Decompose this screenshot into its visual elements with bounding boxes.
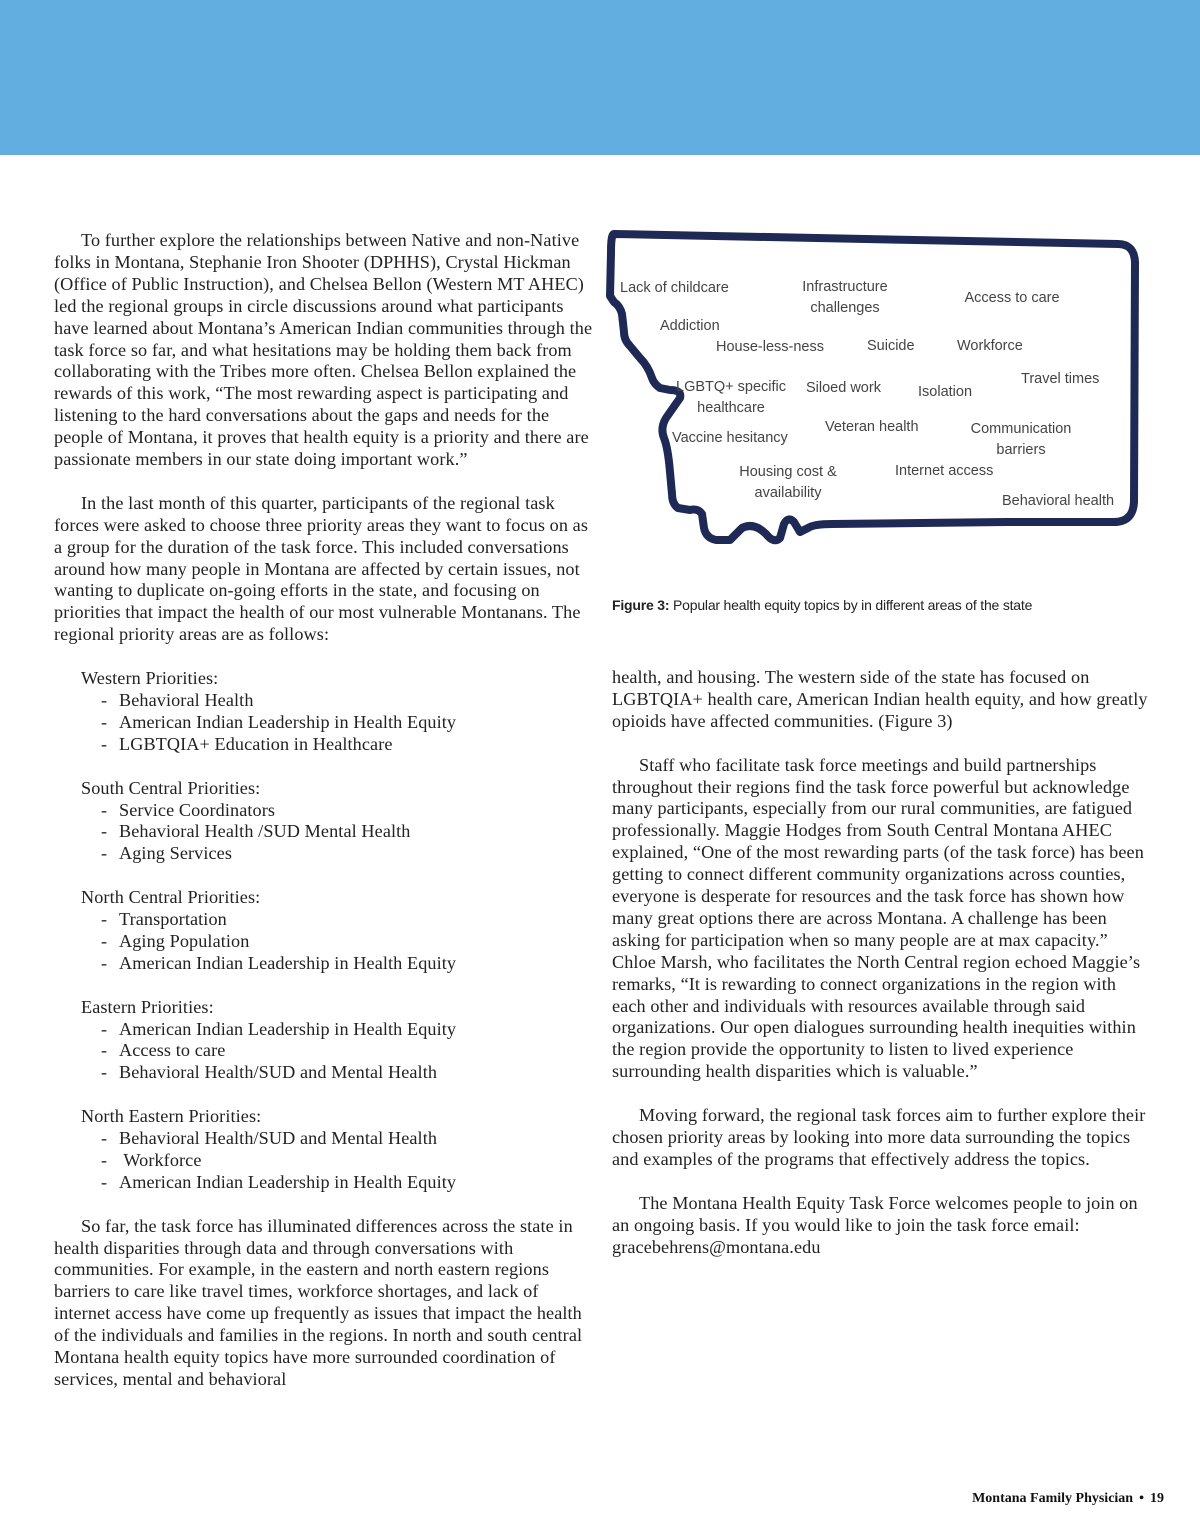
- map-topic-label: Lack of childcare: [620, 280, 729, 296]
- priority-item: - Workforce: [101, 1150, 594, 1172]
- paragraph-priority-areas: In the last month of this quarter, participants of the regional task forces were asked to choose three priority areas they want to focus on as a group for the duration of the task force. This included conversations around how many people in Montana are affected by certain issues, not wanting to duplicate on-going efforts in the state, and focusing on priorities that impact the health of our most vulnerable Montanans. The regional priority areas are as follows:: [54, 492, 589, 645]
- map-topic-label: Workforce: [957, 338, 1023, 354]
- priority-item: - LGBTQIA+ Education in Healthcare: [101, 734, 594, 756]
- paragraph-staff-facilitators: Staff who facilitate task force meetings and build partnerships throughout their regions find the task force powerful but acknowledge many participants, especially from our rural communities, are fatigued professionally. Maggie Hodges from South Central Montana AHEC explained, “One of the most rewarding parts (of the task force) has been getting to connect different community organizations across counties, everyone is desperate for resources and the task force has shown how many great options there are across Montana. A challenge has been asking for participation when so many people are at max capacity.” Chloe Marsh, who facilitates the North Central region echoed Maggie’s remarks, “It is rewarding to connect organizations in the region with each other and individuals with resources available through said organizations. Our open dialogues surrounding health inequities within the region provide the opportunity to listen to lived experience surrounding health disparities which is valuable.”: [612, 754, 1144, 1082]
- priority-item: - American Indian Leadership in Health Equity: [101, 1019, 594, 1041]
- left-column: [54, 230, 594, 1391]
- page-number: 19: [1150, 1491, 1164, 1506]
- priority-item: - American Indian Leadership in Health Equity: [101, 953, 594, 975]
- map-topic-label: Communication barriers: [970, 421, 1072, 458]
- paragraph-circle-discussions: To further explore the relationships between Native and non-Native folks in Montana, Stephanie Iron Shooter (DPHHS), Crystal Hickman (Office of Public Instruction), and Chelsea Bellon (Western MT AHEC) led the regional groups in circle discussions around what participants have learned about Montana’s American Indian communities through the task force so far, and what hesitations may be holding them back from collaborating with the Tribes more often. Chelsea Bellon explained the rewards of this work, “The most rewarding aspect is participating and listening to the hard conversations about the gaps and needs for the people of Montana, it proves that health equity is a priority and there are passionate members in our state doing important work.”: [54, 230, 593, 470]
- paragraph-join-invitation: The Montana Health Equity Task Force welcomes people to join on an ongoing basis. If you would like to join the task force email: gracebehrens@montana.edu: [612, 1192, 1138, 1257]
- priority-list-western: [54, 668, 594, 756]
- map-topic-label: Suicide: [867, 338, 915, 354]
- priority-list-south-central: [54, 778, 594, 866]
- figure-caption-label: Figure 3:: [612, 597, 670, 613]
- montana-outline-map: [598, 222, 1146, 560]
- figure-caption-text: Popular health equity topics by in different areas of the state: [669, 597, 1033, 613]
- priority-item: - Transportation: [101, 909, 594, 931]
- map-topic-label: Addiction: [660, 318, 720, 334]
- map-topic-label: Housing cost & availability: [739, 464, 837, 501]
- priority-list-title: Western Priorities:: [81, 668, 219, 689]
- map-topic-label: Veteran health: [825, 419, 919, 435]
- priority-list-title: South Central Priorities:: [81, 777, 261, 798]
- priority-item: - Behavioral Health: [101, 690, 594, 712]
- map-topic-label: Siloed work: [806, 380, 881, 396]
- priority-item: - Aging Population: [101, 931, 594, 953]
- priority-list-north-eastern: [54, 1106, 594, 1194]
- priority-item: - American Indian Leadership in Health Equity: [101, 1172, 594, 1194]
- right-column: [612, 667, 1152, 1258]
- map-topic-label: Access to care: [964, 290, 1060, 306]
- footer-separator: •: [1139, 1491, 1144, 1506]
- priority-item: - Behavioral Health/SUD and Mental Health: [101, 1128, 594, 1150]
- page-footer: [972, 1491, 1164, 1507]
- publication-name: Montana Family Physician: [972, 1491, 1134, 1506]
- priority-list-title: Eastern Priorities:: [81, 996, 214, 1017]
- priority-item: - American Indian Leadership in Health Equity: [101, 712, 594, 734]
- map-topic-label: Isolation: [918, 384, 973, 400]
- priority-item: - Aging Services: [101, 843, 594, 865]
- map-topic-label: Internet access: [895, 463, 994, 479]
- priority-item: - Behavioral Health/SUD and Mental Health: [101, 1062, 594, 1084]
- priority-list-title: North Central Priorities:: [81, 887, 261, 908]
- priority-list-eastern: [54, 997, 594, 1085]
- map-topic-label: LGBTQ+ specific healthcare: [676, 379, 786, 416]
- map-topic-label: Behavioral health: [1002, 493, 1115, 509]
- header-banner: [0, 0, 1200, 155]
- priority-item: - Service Coordinators: [101, 800, 594, 822]
- paragraph-differences: So far, the task force has illuminated differences across the state in health disparities through data and through conversations with communities. For example, in the eastern and north eastern regions barriers to care like travel times, workforce shortages, and lack of internet access have come up frequently as issues that impact the health of the individuals and families in the regions. In north and south central Montana health equity topics have more surrounded coordination of services, mental and behavioral: [54, 1215, 583, 1390]
- priority-item: - Behavioral Health /SUD Mental Health: [101, 821, 594, 843]
- priority-list-title: North Eastern Priorities:: [81, 1106, 262, 1127]
- map-topic-label: House-less-ness: [716, 339, 824, 355]
- map-topic-label: Vaccine hesitancy: [672, 430, 788, 446]
- figure-caption: [612, 597, 1172, 613]
- map-topic-label: Travel times: [1021, 371, 1100, 387]
- figure-montana-topics-map: [598, 222, 1146, 560]
- paragraph-moving-forward: Moving forward, the regional task forces aim to further explore their chosen priority areas by looking into more data surrounding the topics and examples of the programs that effectively address the topics.: [612, 1105, 1146, 1169]
- priority-item: - Access to care: [101, 1040, 594, 1062]
- paragraph-western-focus: health, and housing. The western side of the state has focused on LGBTQIA+ health care, American Indian health equity, and how greatly opioids have affected communities. (Figure 3): [612, 667, 1148, 731]
- priority-list-north-central: [54, 887, 594, 975]
- map-topic-label: Infrastructure challenges: [802, 279, 888, 316]
